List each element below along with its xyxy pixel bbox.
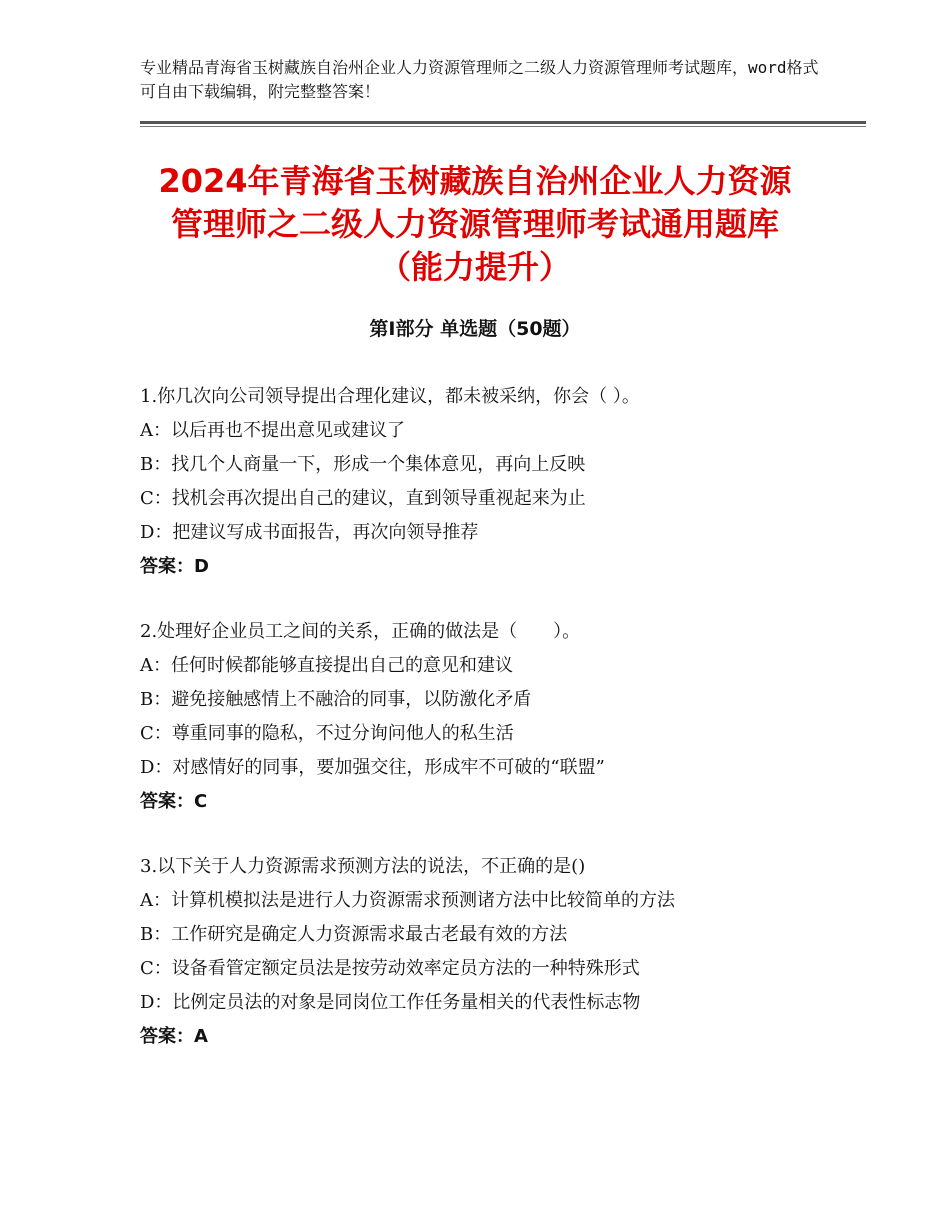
question-3: [140, 850, 860, 1054]
document-title: [100, 160, 850, 289]
answer-label: 答案：A: [140, 1026, 208, 1047]
title-line: （能力提升）: [378, 248, 571, 286]
question-1: [140, 380, 860, 584]
question-stem: 3.以下关于人力资源需求预测方法的说法，不正确的是(): [140, 856, 586, 877]
answer-label: 答案：D: [140, 556, 209, 577]
option-b: B：避免接触感情上不融洽的同事，以防激化矛盾: [140, 689, 532, 710]
option-c: C：尊重同事的隐私，不过分询问他人的私生活: [140, 723, 514, 744]
option-b: B：工作研究是确定人力资源需求最古老最有效的方法: [140, 924, 568, 945]
header-rule-thick: [140, 121, 866, 124]
option-a: A：以后再也不提出意见或建议了: [140, 420, 405, 441]
option-a: A：计算机模拟法是进行人力资源需求预测诸方法中比较简单的方法: [140, 890, 675, 911]
option-d: D：比例定员法的对象是同岗位工作任务量相关的代表性标志物: [140, 992, 641, 1013]
option-a: A：任何时候都能够直接提出自己的意见和建议: [140, 655, 513, 676]
question-stem: 1.你几次向公司领导提出合理化建议，都未被采纳，你会（ ）。: [140, 386, 640, 407]
option-d: D：对感情好的同事，要加强交往，形成牢不可破的“联盟”: [140, 757, 605, 778]
title-line: 2024年青海省玉树藏族自治州企业人力资源: [158, 162, 792, 200]
header-note: 专业精品青海省玉树藏族自治州企业人力资源管理师之二级人力资源管理师考试题库，word格式可自由下载编辑，附完整整答案！: [140, 58, 819, 101]
question-stem: 2.处理好企业员工之间的关系，正确的做法是（ ）。: [140, 621, 581, 642]
option-c: C：设备看管定额定员法是按劳动效率定员方法的一种特殊形式: [140, 958, 640, 979]
header-rule-thin: [140, 126, 866, 127]
section-heading: 第Ⅰ部分 单选题（50题）: [369, 318, 581, 340]
option-c: C：找机会再次提出自己的建议，直到领导重视起来为止: [140, 488, 586, 509]
answer-label: 答案：C: [140, 791, 208, 812]
question-2: [140, 615, 860, 819]
question-list: [140, 380, 860, 1085]
option-d: D：把建议写成书面报告，再次向领导推荐: [140, 522, 479, 543]
option-b: B：找几个人商量一下，形成一个集体意见，再向上反映: [140, 454, 586, 475]
title-line: 管理师之二级人力资源管理师考试通用题库: [170, 205, 779, 243]
